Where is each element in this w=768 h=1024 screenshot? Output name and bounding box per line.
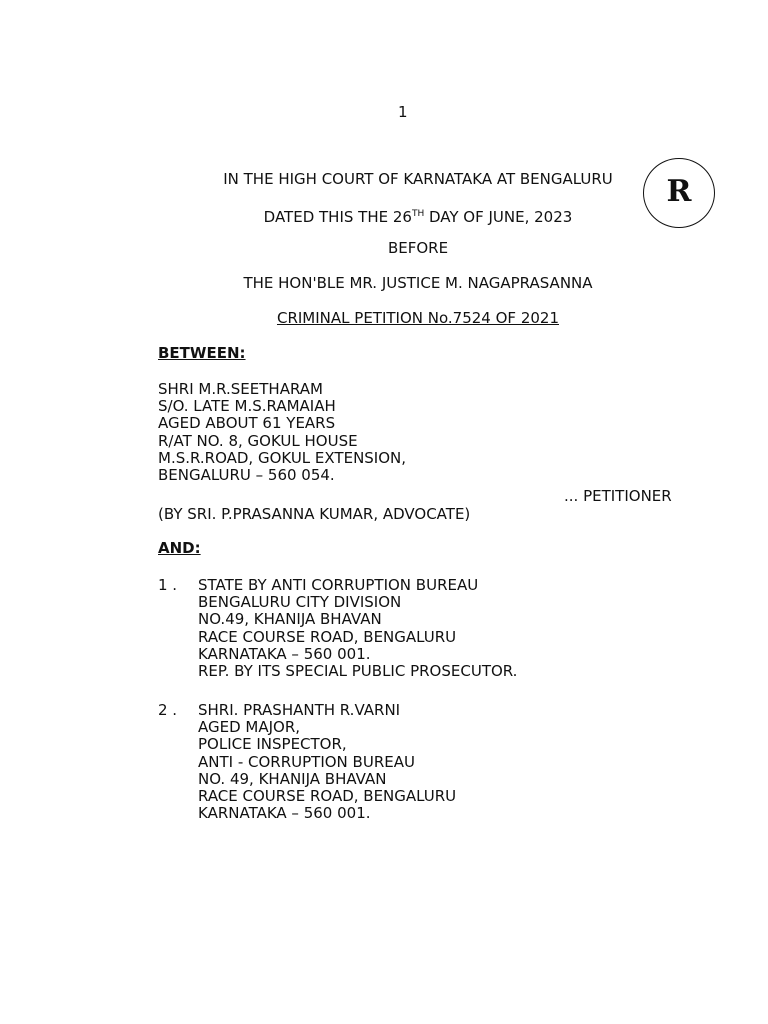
respondent-line: STATE BY ANTI CORRUPTION BUREAU <box>198 576 479 594</box>
court-heading: IN THE HIGH COURT OF KARNATAKA AT BENGALURU <box>223 170 613 188</box>
respondent-line: NO.49, KHANIJA BHAVAN <box>198 610 382 629</box>
petitioner-counsel: (BY SRI. P.PRASANNA KUMAR, ADVOCATE) <box>158 505 471 523</box>
between-heading: BETWEEN: <box>158 344 246 362</box>
respondent-line: POLICE INSPECTOR, <box>198 735 347 754</box>
dated-line <box>0 206 768 226</box>
respondent-line: KARNATAKA – 560 001. <box>198 804 371 823</box>
and-heading: AND: <box>158 539 201 557</box>
respondent-number: 1 . <box>158 576 178 594</box>
respondent-line: AGED MAJOR, <box>198 718 301 737</box>
respondent-line: RACE COURSE ROAD, BENGALURU <box>198 627 457 646</box>
petitioner-line: BENGALURU – 560 054. <box>158 466 335 485</box>
respondent-2-address <box>198 702 456 822</box>
petitioner-line: SHRI M.R.SEETHARAM <box>158 380 323 398</box>
petitioner-line: R/AT NO. 8, GOKUL HOUSE <box>158 431 358 450</box>
respondent-line: SHRI. PRASHANTH R.VARNI <box>198 701 401 719</box>
case-line-wrap <box>0 310 768 327</box>
case-number: CRIMINAL PETITION No.7524 OF 2021 <box>276 309 559 327</box>
respondent-line: ANTI - CORRUPTION BUREAU <box>198 752 415 771</box>
respondent-line: REP. BY ITS SPECIAL PUBLIC PROSECUTOR. <box>198 662 518 681</box>
page-number: 1 <box>398 103 408 121</box>
petitioner-line: S/O. LATE M.S.RAMAIAH <box>158 397 336 416</box>
respondent-1-address <box>198 577 517 680</box>
respondent-line: RACE COURSE ROAD, BENGALURU <box>198 787 457 806</box>
judge-name: THE HON'BLE MR. JUSTICE M. NAGAPRASANNA <box>243 274 593 292</box>
respondent-line: BENGALURU CITY DIVISION <box>198 593 402 612</box>
petitioner-line: M.S.R.ROAD, GOKUL EXTENSION, <box>158 448 407 467</box>
petitioner-role: ... PETITIONER <box>564 487 672 505</box>
dated-prefix: DATED THIS THE 26 <box>263 208 412 226</box>
respondent-number: 2 . <box>158 701 178 719</box>
respondent-line: KARNATAKA – 560 001. <box>198 644 371 663</box>
petitioner-line: AGED ABOUT 61 YEARS <box>158 414 336 433</box>
petitioner-address <box>158 381 406 484</box>
before-heading: BEFORE <box>387 239 449 257</box>
dated-suffix: TH <box>411 209 425 219</box>
reportable-emblem: R <box>643 158 715 228</box>
dated-rest: DAY OF JUNE, 2023 <box>424 208 573 226</box>
respondent-line: NO. 49, KHANIJA BHAVAN <box>198 769 387 788</box>
